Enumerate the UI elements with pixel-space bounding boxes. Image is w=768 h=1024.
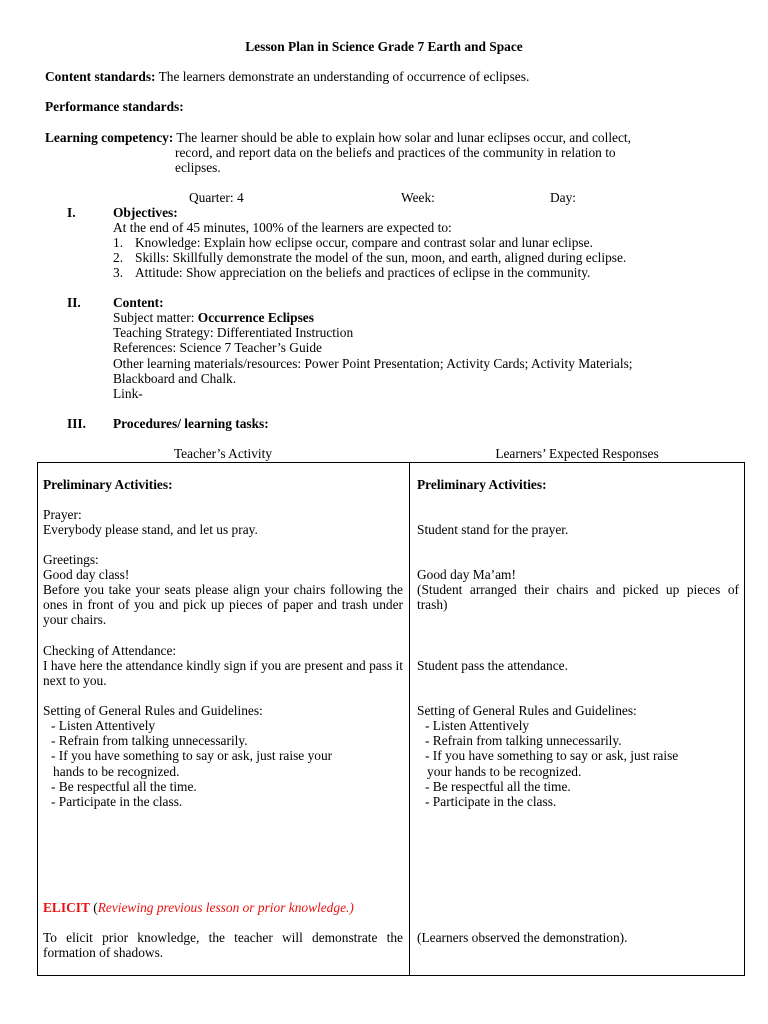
greetings-text: Before you take your seats please align your chairs following the ones in front of you and pick up pieces of paper and trash under your chairs. bbox=[43, 582, 403, 628]
rule-item: - Participate in the class. bbox=[51, 794, 183, 809]
elicit-open-paren: ( bbox=[89, 900, 98, 915]
prayer-text: Everybody please stand, and let us pray. bbox=[43, 522, 258, 537]
teacher-activity-header: Teacher’s Activity bbox=[173, 446, 273, 461]
objective-text: Attitude: Show appreciation on the beliefs and practices of eclipse in the community. bbox=[135, 265, 591, 280]
quarter-label: Quarter: 4 bbox=[189, 190, 244, 205]
objective-number: 3. bbox=[113, 265, 124, 280]
procedures-heading: Procedures/ learning tasks: bbox=[113, 416, 269, 431]
table-column-divider bbox=[409, 462, 410, 976]
objective-item bbox=[113, 265, 590, 280]
rules-label: Setting of General Rules and Guidelines: bbox=[43, 703, 263, 718]
objective-number: 2. bbox=[113, 250, 124, 265]
greetings-line1: Good day class! bbox=[43, 567, 130, 582]
procedures-number: III. bbox=[67, 416, 86, 431]
day-label: Day: bbox=[550, 190, 577, 205]
objective-item bbox=[113, 235, 593, 250]
attendance-label: Checking of Attendance: bbox=[43, 643, 177, 658]
performance-standards bbox=[45, 99, 184, 114]
content-standards-text: The learners demonstrate an understanding of occurrence of eclipses. bbox=[155, 69, 530, 84]
content-heading: Content: bbox=[113, 295, 164, 310]
rule-item: - Listen Attentively bbox=[51, 718, 156, 733]
attendance-text: I have here the attendance kindly sign if you are present and pass it next to you. bbox=[43, 658, 403, 689]
performance-standards-label: Performance standards: bbox=[45, 99, 184, 114]
objective-text: Knowledge: Explain how eclipse occur, compare and contrast solar and lunar eclipse. bbox=[135, 235, 593, 250]
content-standards bbox=[45, 69, 529, 84]
objectives-intro: At the end of 45 minutes, 100% of the learners are expected to: bbox=[113, 220, 452, 235]
learners-rule-item: - If you have something to say or ask, just raise bbox=[425, 748, 679, 763]
greetings-label: Greetings: bbox=[43, 552, 99, 567]
rule-item: - If you have something to say or ask, just raise your bbox=[51, 748, 333, 763]
learning-competency-line2: record, and report data on the beliefs and practices of the community in relation to bbox=[175, 145, 616, 160]
document-title: Lesson Plan in Science Grade 7 Earth and Space bbox=[245, 39, 523, 54]
learners-rules-label: Setting of General Rules and Guidelines: bbox=[417, 703, 637, 718]
attendance-response: Student pass the attendance. bbox=[417, 658, 568, 673]
prayer-label: Prayer: bbox=[43, 507, 82, 522]
rule-item: - Be respectful all the time. bbox=[51, 779, 197, 794]
objective-item bbox=[113, 250, 626, 265]
objective-text: Skills: Skillfully demonstrate the model of the sun, moon, and earth, aligned during eclipse. bbox=[135, 250, 627, 265]
materials-line1: Other learning materials/resources: Power Point Presentation; Activity Cards; Activity Materials; bbox=[113, 356, 633, 371]
learners-prelim-heading: Preliminary Activities: bbox=[417, 477, 547, 492]
subject-matter bbox=[113, 310, 314, 325]
teaching-strategy: Teaching Strategy: Differentiated Instruction bbox=[113, 325, 354, 340]
week-label: Week: bbox=[401, 190, 435, 205]
learners-rule-item: - Refrain from talking unnecessarily. bbox=[425, 733, 622, 748]
objectives-number: I. bbox=[67, 205, 76, 220]
learning-competency bbox=[45, 130, 631, 145]
rule-item: hands to be recognized. bbox=[53, 764, 180, 779]
objectives-heading: Objectives: bbox=[113, 205, 178, 220]
learning-competency-line3: eclipses. bbox=[175, 160, 221, 175]
link-label: Link- bbox=[113, 386, 143, 401]
learners-rule-item: - Participate in the class. bbox=[425, 794, 557, 809]
subject-matter-value: Occurrence Eclipses bbox=[197, 310, 314, 325]
teacher-prelim-heading: Preliminary Activities: bbox=[43, 477, 173, 492]
learners-response-header: Learners’ Expected Responses bbox=[495, 446, 659, 461]
references: References: Science 7 Teacher’s Guide bbox=[113, 340, 322, 355]
chairs-response: (Student arranged their chairs and picked up pieces of trash) bbox=[417, 582, 739, 613]
objective-number: 1. bbox=[113, 235, 124, 250]
rule-item: - Refrain from talking unnecessarily. bbox=[51, 733, 248, 748]
content-number: II. bbox=[67, 295, 81, 310]
elicit-label: ELICIT bbox=[43, 900, 90, 915]
subject-matter-label: Subject matter: bbox=[113, 310, 198, 325]
greeting-response: Good day Ma’am! bbox=[417, 567, 516, 582]
elicit-response: (Learners observed the demonstration). bbox=[417, 930, 628, 945]
prayer-response: Student stand for the prayer. bbox=[417, 522, 569, 537]
learning-competency-label: Learning competency: bbox=[45, 130, 174, 145]
materials-line2: Blackboard and Chalk. bbox=[113, 371, 237, 386]
learners-rule-item: your hands to be recognized. bbox=[427, 764, 582, 779]
learners-rule-item: - Be respectful all the time. bbox=[425, 779, 571, 794]
elicit-heading bbox=[43, 900, 403, 915]
content-standards-label: Content standards: bbox=[45, 69, 156, 84]
learning-competency-line1: The learner should be able to explain how solar and lunar eclipses occur, and collect, bbox=[173, 130, 631, 145]
elicit-text: To elicit prior knowledge, the teacher will demonstrate the formation of shadows. bbox=[43, 930, 403, 961]
learners-rule-item: - Listen Attentively bbox=[425, 718, 530, 733]
elicit-note: Reviewing previous lesson or prior knowledge.) bbox=[97, 900, 354, 915]
